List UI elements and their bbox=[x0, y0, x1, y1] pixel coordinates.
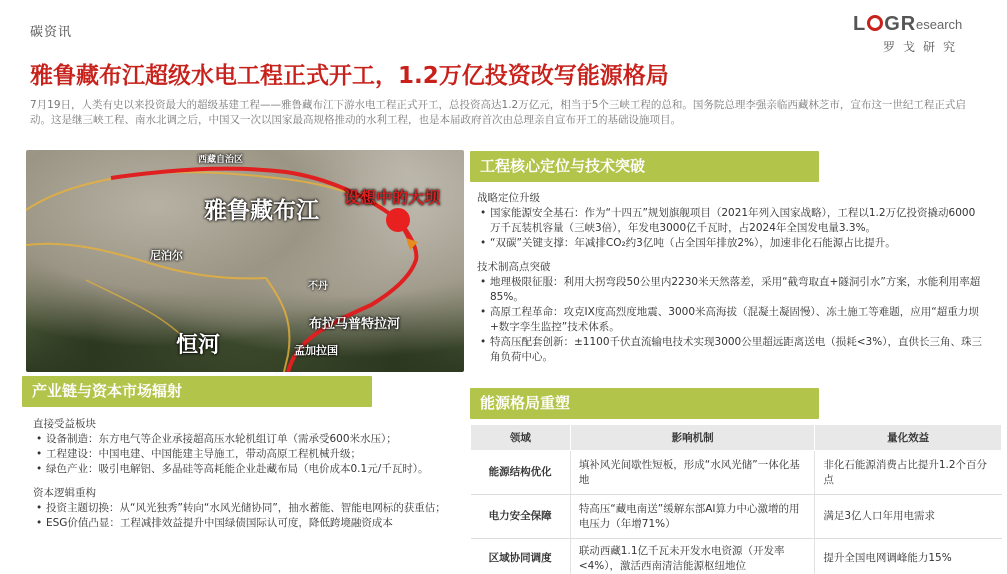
section-heading-core: 工程核心定位与技术突破 bbox=[470, 151, 819, 182]
map-overlay bbox=[26, 150, 464, 372]
list-item: • 绿色产业：吸引电解铝、多晶硅等高耗能企业赴藏布局（电价成本0.1元/千瓦时）。 bbox=[33, 462, 463, 477]
map-label-dam: 设想中的大坝 bbox=[344, 188, 441, 207]
map-label-brahmaputra: 布拉马普特拉河 bbox=[309, 317, 401, 332]
section-heading-industry: 产业链与资本市场辐射 bbox=[22, 376, 372, 407]
page-title: 雅鲁藏布江超级水电工程正式开工，1.2万亿投资改写能源格局 bbox=[30, 63, 669, 89]
tech-list bbox=[477, 275, 982, 365]
energy-table bbox=[470, 424, 1002, 574]
table-cell: 电力安全保障 bbox=[471, 495, 571, 539]
logo bbox=[845, 10, 985, 56]
table-header-cell: 影响机制 bbox=[570, 425, 815, 451]
logo-ring-icon bbox=[867, 15, 883, 31]
map-label-nepal: 尼泊尔 bbox=[150, 249, 183, 262]
list-item: • “双碳”关键支撑：年减排CO₂约3亿吨（占全国年排放2%），加速非化石能源占比提升。 bbox=[477, 236, 982, 251]
direct-list bbox=[33, 432, 463, 477]
table-header-cell: 量化效益 bbox=[815, 425, 1002, 451]
direct-subheading: 直接受益板块 bbox=[33, 418, 96, 430]
map-image bbox=[26, 150, 464, 372]
logo-chinese-name: 罗戈研究 bbox=[883, 40, 964, 54]
table-cell: 特高压“藏电南送”缓解东部AI算力中心激增的用电压力（年增71%） bbox=[570, 495, 815, 539]
brand-label: 碳资讯 bbox=[30, 25, 73, 40]
table-cell: 能源结构优化 bbox=[471, 451, 571, 495]
list-item: • 特高压配套创新：±1100千伏直流输电技术实现3000公里超远距离送电（损耗<3%），直供长三角、珠三角负荷中心。 bbox=[477, 335, 982, 365]
list-item: • 国家能源安全基石：作为“十四五”规划旗舰项目（2021年列入国家战略），工程以1.2万亿投资撬动6000万千瓦装机容量（三峡3倍），年发电3000亿千瓦时，占2024年全国发电量3.3%。 bbox=[477, 206, 982, 236]
intro-paragraph: 7月19日，人类有史以来投资最大的超级基建工程——雅鲁藏布江下游水电工程正式开工，总投资高达1.2万亿元，相当于5个三峡工程的总和。国务院总理李强亲临西藏林芝市，宣布这一世纪工程正式启动。这是继三峡工程、南水北调之后，中国又一次以国家最高规格推动的水利工程，也是本届政府首次由总理亲自宣布开工的基础设施项目。 bbox=[30, 99, 966, 126]
logo-mark: L GR bbox=[853, 13, 917, 35]
table-cell: 非化石能源消费占比提升1.2个百分点 bbox=[815, 451, 1002, 495]
dam-location-marker bbox=[386, 208, 410, 232]
table-cell: 区域协同调度 bbox=[471, 539, 571, 574]
table-cell: 提升全国电网调峰能力15% bbox=[815, 539, 1002, 574]
table-row bbox=[471, 451, 1002, 495]
table-cell: 填补风光间歇性短板，形成“水风光储”一体化基地 bbox=[570, 451, 815, 495]
map-border-line bbox=[26, 244, 266, 279]
table-header-cell: 领域 bbox=[471, 425, 571, 451]
section-body-industry bbox=[33, 417, 463, 531]
map-label-bangladesh: 孟加拉国 bbox=[294, 344, 338, 357]
strategy-subheading: 战略定位升级 bbox=[477, 192, 540, 204]
list-item: • 设备制造：东方电气等企业承接超高压水轮机组订单（需承受600米水压）； bbox=[33, 432, 463, 447]
capital-subheading: 资本逻辑重构 bbox=[33, 487, 96, 499]
table-cell: 满足3亿人口年用电需求 bbox=[815, 495, 1002, 539]
map-border-line bbox=[266, 278, 289, 372]
map-label-ganges: 恒河 bbox=[176, 333, 221, 358]
map-label-tibet: 西藏自治区 bbox=[198, 155, 244, 165]
list-item: • 工程建设：中国电建、中国能建主导施工，带动高原工程机械升级； bbox=[33, 447, 463, 462]
table-cell: 联动西藏1.1亿千瓦未开发水电资源（开发率<4%），激活西南清洁能源枢纽地位 bbox=[570, 539, 815, 574]
map-label-bhutan: 不丹 bbox=[308, 281, 328, 292]
list-item: • 投资主题切换：从“风光独秀”转向“水风光储协同”，抽水蓄能、智能电网标的获重估； bbox=[33, 501, 463, 516]
table-row bbox=[471, 495, 1002, 539]
list-item: • 高原工程革命：攻克IX度高烈度地震、3000米高海拔（混凝土凝固慢）、冻土施工等难题，应用“超重力坝+数字孪生监控”技术体系。 bbox=[477, 305, 982, 335]
map-label-yarlung: 雅鲁藏布江 bbox=[204, 198, 319, 224]
list-item: • ESG价值凸显：工程减排效益提升中国绿债国际认可度，降低跨境融资成本 bbox=[33, 516, 463, 531]
strategy-list bbox=[477, 206, 982, 251]
list-item: • 地理极限征服：利用大拐弯段50公里内2230米天然落差，采用“截弯取直+隧洞引水”方案，水能利用率超85%。 bbox=[477, 275, 982, 305]
logo-subtext: esearch bbox=[916, 17, 963, 32]
tech-subheading: 技术制高点突破 bbox=[477, 261, 551, 273]
capital-list bbox=[33, 501, 463, 531]
section-body-core bbox=[477, 191, 982, 365]
table-header-row bbox=[471, 425, 1002, 451]
table-row bbox=[471, 539, 1002, 574]
section-heading-energy: 能源格局重塑 bbox=[470, 388, 819, 419]
